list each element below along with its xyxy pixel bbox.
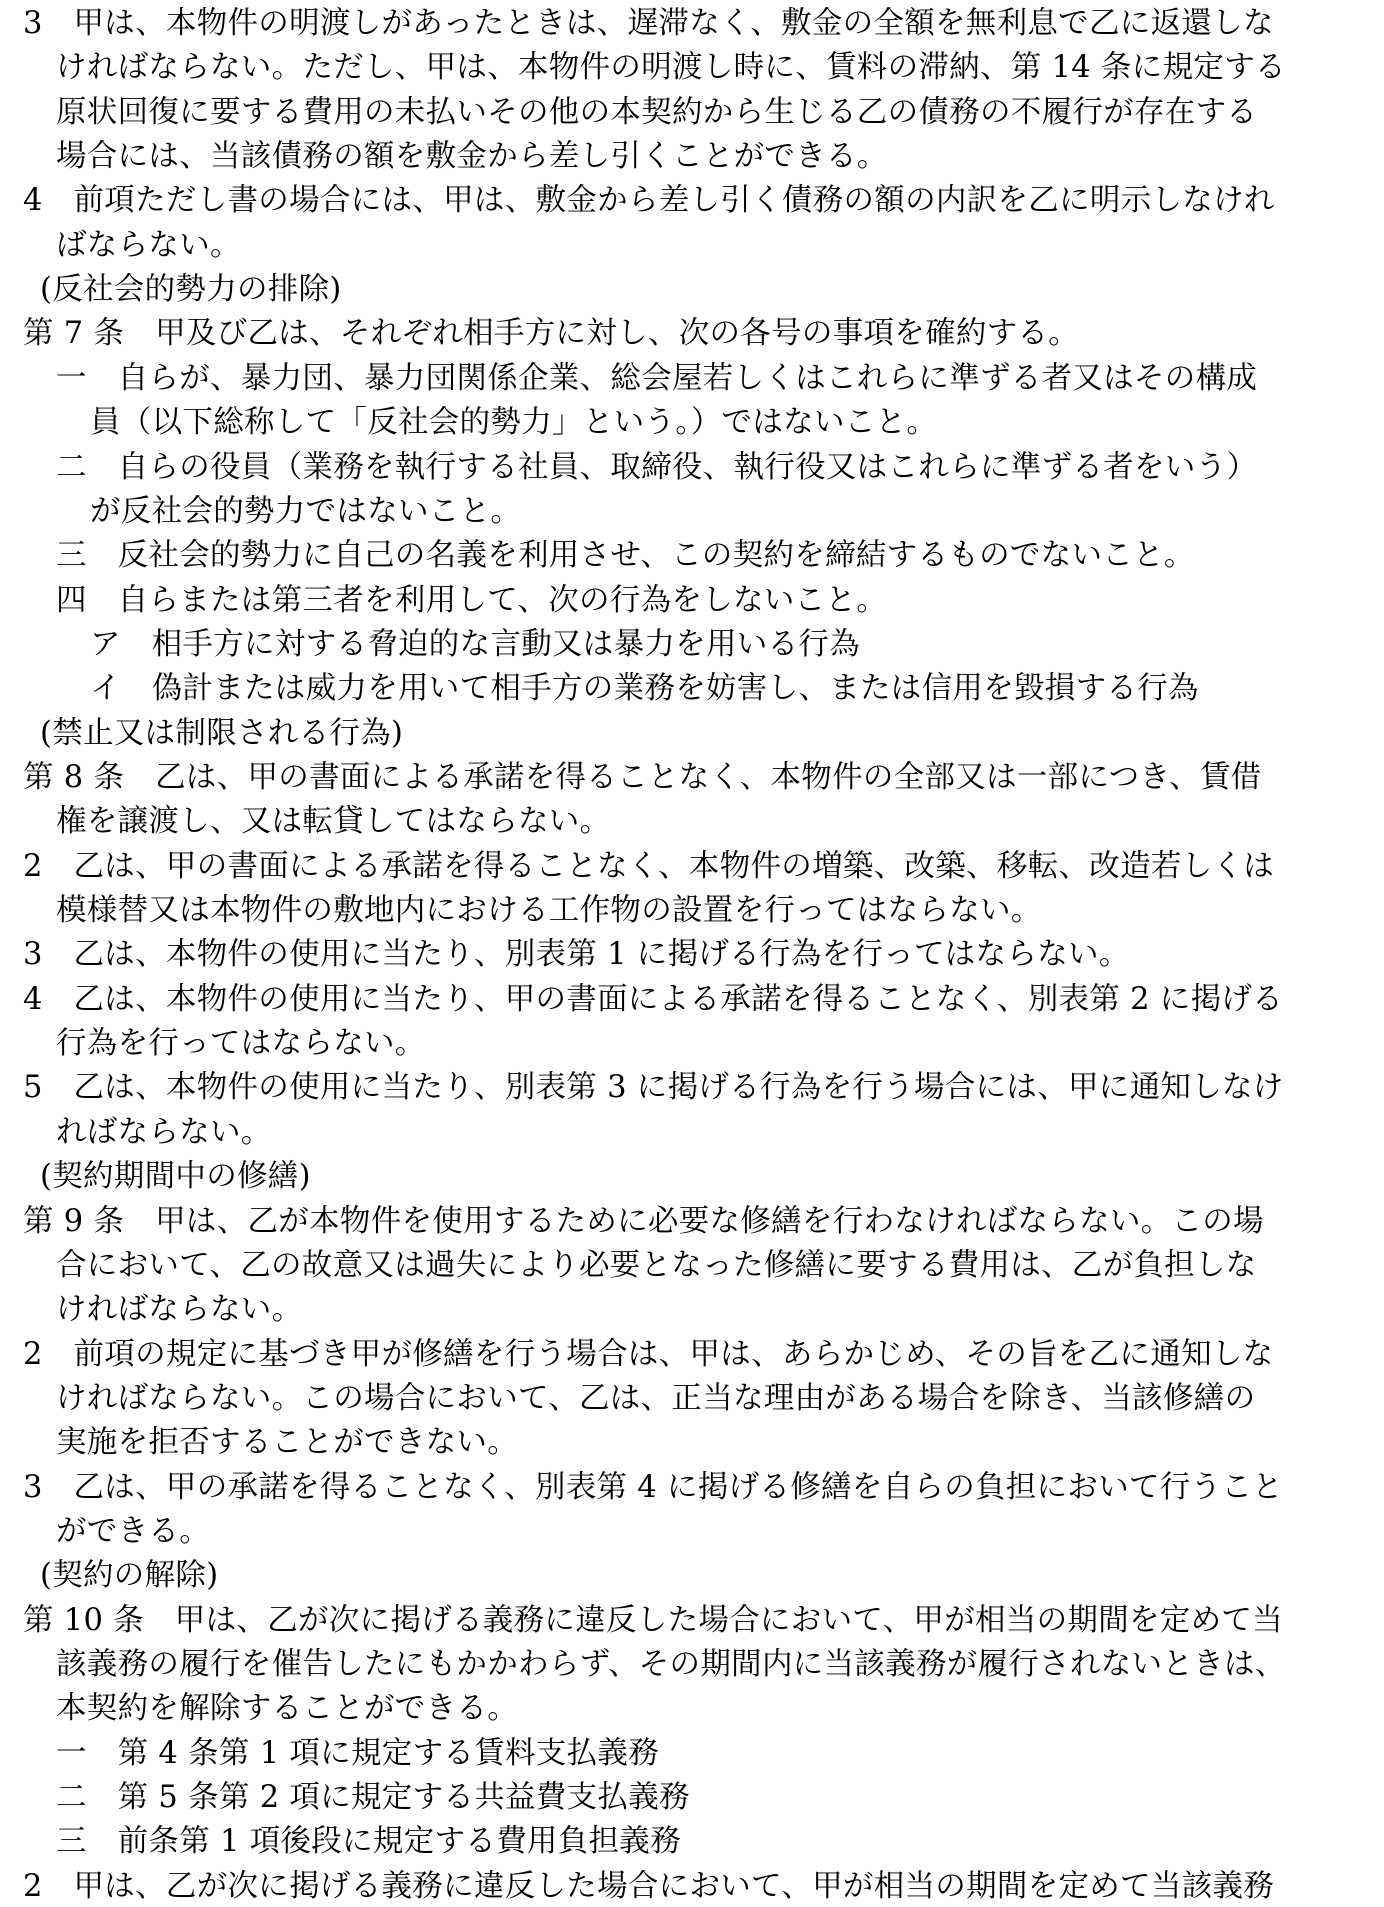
document-line: 4 乙は、本物件の使用に当たり、甲の書面による承諾を得ることなく、別表第 2 に掲げる — [23, 981, 1283, 1017]
document-line: 第 9 条 甲は、乙が本物件を使用するために必要な修繕を行わなければならない。この場 — [23, 1203, 1264, 1239]
document-line: 一 第 4 条第 1 項に規定する賃料支払義務 — [56, 1735, 659, 1771]
document-line: (禁止又は制限される行為) — [40, 715, 404, 751]
document-line: 合において、乙の故意又は過失により必要となった修繕に要する費用は、乙が負担しな — [56, 1247, 1257, 1283]
document-line: 3 乙は、甲の承諾を得ることなく、別表第 4 に掲げる修繕を自らの負担において行うこと — [23, 1469, 1283, 1505]
document-line: 原状回復に要する費用の未払いその他の本契約から生じる乙の債務の不履行が存在する — [56, 94, 1258, 130]
document-line: 一 自らが、暴力団、暴力団関係企業、総会屋若しくはこれらに準ずる者又はその構成 — [56, 360, 1258, 396]
document-line: (契約期間中の修繕) — [40, 1159, 311, 1195]
document-line: 4 前項ただし書の場合には、甲は、敷金から差し引く債務の額の内訳を乙に明示しなけれ — [23, 183, 1275, 219]
document-line: 2 乙は、甲の書面による承諾を得ることなく、本物件の増築、改築、移転、改造若しくは — [23, 848, 1275, 884]
document-line: ばならない。 — [56, 227, 241, 263]
document-line: ければならない。 — [56, 1292, 303, 1328]
document-line: ければならない。この場合において、乙は、正当な理由がある場合を除き、当該修繕の — [56, 1380, 1256, 1416]
document-line: 2 前項の規定に基づき甲が修繕を行う場合は、甲は、あらかじめ、その旨を乙に通知しな — [23, 1336, 1274, 1372]
document-line: (反社会的勢力の排除) — [40, 272, 342, 308]
document-line: 第 7 条 甲及び乙は、それぞれ相手方に対し、次の各号の事項を確約する。 — [23, 316, 1080, 352]
document-line: (契約の解除) — [40, 1558, 219, 1594]
document-line: が反社会的勢力ではないこと。 — [90, 493, 522, 529]
document-line: 3 乙は、本物件の使用に当たり、別表第 1 に掲げる行為を行ってはならない。 — [23, 937, 1130, 973]
document-line: 第 10 条 甲は、乙が次に掲げる義務に違反した場合において、甲が相当の期間を定めて当 — [23, 1602, 1283, 1638]
document-line: 四 自らまたは第三者を利用して、次の行為をしないこと。 — [56, 582, 887, 618]
document-line: 該義務の履行を催告したにもかかわらず、その期間内に当該義務が履行されないときは、 — [56, 1647, 1286, 1682]
document-line: ればならない。 — [56, 1114, 272, 1150]
document-line: 本契約を解除することができる。 — [56, 1691, 518, 1727]
document-line: ア 相手方に対する脅迫的な言動又は暴力を用いる行為 — [90, 626, 860, 662]
document-line: 二 第 5 条第 2 項に規定する共益費支払義務 — [56, 1780, 690, 1815]
document-line: 2 甲は、乙が次に掲げる義務に違反した場合において、甲が相当の期間を定めて当該義務 — [23, 1868, 1275, 1904]
document-line: 権を譲渡し、又は転貸してはならない。 — [56, 804, 611, 840]
document-line: 5 乙は、本物件の使用に当たり、別表第 3 に掲げる行為を行う場合には、甲に通知しなけ — [23, 1070, 1284, 1106]
document-line: ができる。 — [56, 1513, 210, 1549]
document-line: 実施を拒否することができない。 — [56, 1425, 518, 1461]
document-line: 三 前条第 1 項後段に規定する費用負担義務 — [56, 1824, 681, 1860]
document-line: 場合には、当該債務の額を敷金から差し引くことができる。 — [56, 139, 888, 175]
document-line: 三 反社会的勢力に自己の名義を利用させ、この契約を締結するものでないこと。 — [56, 538, 1195, 574]
document-line: 二 自らの役員（業務を執行する社員、取締役、執行役又はこれらに準ずる者をいう） — [56, 449, 1258, 485]
document-line: イ 偽計または威力を用いて相手方の業務を妨害し、または信用を毀損する行為 — [90, 671, 1199, 707]
document-line: 第 8 条 乙は、甲の書面による承諾を得ることなく、本物件の全部又は一部につき、賃借 — [23, 760, 1262, 795]
document-line: 行為を行ってはならない。 — [56, 1026, 426, 1062]
document-line: ければならない。ただし、甲は、本物件の明渡し時に、賃料の滞納、第 14 条に規定する — [56, 50, 1286, 86]
document-line: 3 甲は、本物件の明渡しがあったときは、遅滞なく、敷金の全額を無利息で乙に返還しな — [23, 6, 1274, 41]
document-line: 模様替又は本物件の敷地内における工作物の設置を行ってはならない。 — [56, 893, 1042, 928]
document-line: 員（以下総称して「反社会的勢力」という。）ではないこと。 — [90, 405, 938, 441]
